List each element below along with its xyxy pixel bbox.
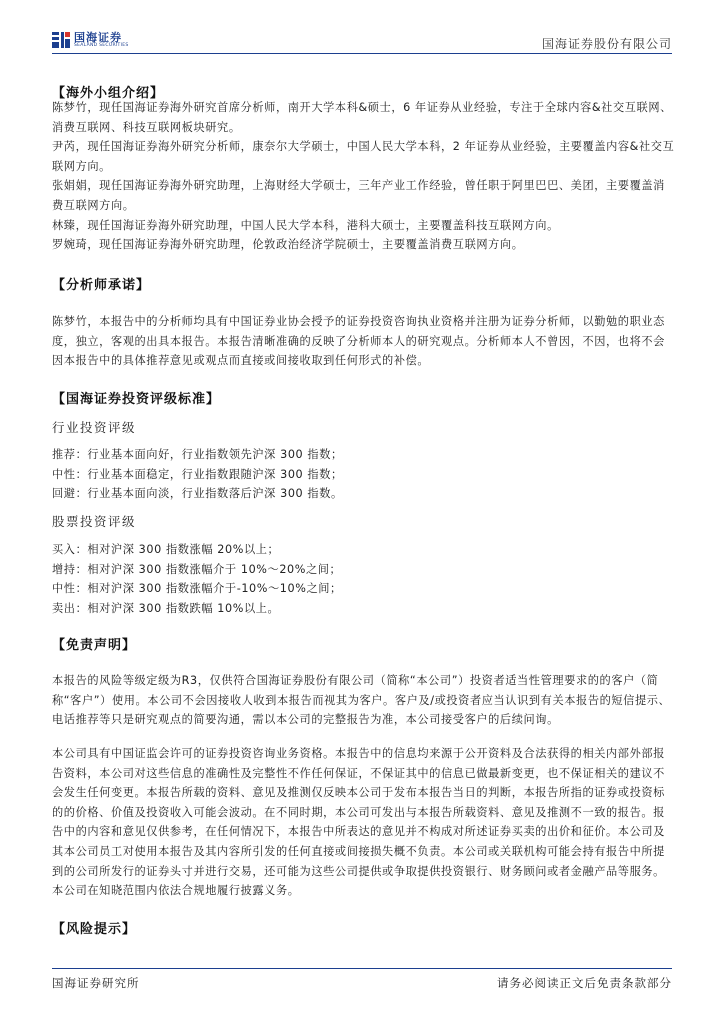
company-name: 国海证券股份有限公司 — [541, 37, 672, 51]
industry-rating-heading: 行业投资评级 — [52, 420, 137, 435]
stock-rating-list — [52, 540, 676, 618]
logo-mark-icon — [52, 31, 70, 49]
footer-institute: 国海证券研究所 — [52, 976, 140, 990]
industry-rating-list — [52, 445, 676, 504]
footer-notice: 请务必阅读正文后免责条款部分 — [497, 976, 672, 990]
footer-divider — [52, 968, 672, 969]
header-divider — [52, 53, 672, 54]
team-member-bio: 陈梦竹，现任国海证券海外研究首席分析师，南开大学本科&硕士，6 年证券从业经验，专注于全球内容&社交互联网、消费互联网、科技互联网板块研究。 — [52, 101, 672, 134]
stock-rating-item: 中性：相对沪深 300 指数涨幅介于-10%～10%之间； — [52, 582, 342, 596]
stock-rating-heading: 股票投资评级 — [52, 514, 137, 529]
industry-rating-item: 回避：行业基本面向淡，行业指数落后沪深 300 指数。 — [52, 487, 343, 501]
commitment-section-title: 【分析师承诺】 — [52, 278, 151, 293]
stock-rating-item: 买入：相对沪深 300 指数涨幅 20%以上； — [52, 543, 280, 556]
rating-section-title: 【国海证券投资评级标准】 — [52, 392, 221, 407]
team-members — [52, 98, 676, 255]
disclaimer-paragraph-1: 本报告的风险等级定级为R3，仅供符合国海证券股份有限公司（简称“本公司”）投资者适当性管理要求的的客户（简称“客户”）使用。本公司不会因接收人收到本报告而视其为客户。客户及/或投资者应当认识到有关本报告的短信提示、电话推荐等只是研究观点的简要沟通，需以本公司的完整报告为准，本公司接受客户的后续问询。 — [52, 674, 671, 727]
team-section-title: 【海外小组介绍】 — [52, 86, 165, 101]
disclaimer-section-title: 【免责声明】 — [52, 638, 137, 653]
team-member-bio: 尹芮，现任国海证券海外研究分析师，康奈尔大学硕士，中国人民大学本科，2 年证券从业经验，主要覆盖内容&社交互联网方向。 — [52, 140, 675, 173]
page-header — [0, 0, 724, 56]
team-member-bio: 林臻，现任国海证券海外研究助理，中国人民大学本科，港科大硕士，主要覆盖科技互联网方向。 — [52, 218, 559, 232]
stock-rating-item: 增持：相对沪深 300 指数涨幅介于 10%～20%之间； — [52, 562, 342, 576]
team-member-bio: 罗婉琦，现任国海证券海外研究助理，伦敦政治经济学院硕士，主要覆盖消费互联网方向。 — [52, 238, 524, 252]
team-member-bio: 张娟娟，现任国海证券海外研究助理，上海财经大学硕士，三年产业工作经验，曾任职于阿里巴巴、美团，主要覆盖消费互联网方向。 — [52, 179, 665, 212]
stock-rating-item: 卖出：相对沪深 300 指数跌幅 10%以上。 — [52, 601, 280, 615]
logo-text-en: SEALAND SECURITIES — [74, 42, 129, 48]
commitment-text: 陈梦竹，本报告中的分析师均具有中国证券业协会授予的证券投资咨询执业资格并注册为证券分析师，以勤勉的职业态度，独立，客观的出具本报告。本报告清晰准确的反映了分析师本人的研究观点。分析师本人不曾因，不因，也将不会因本报告中的具体推荐意见或观点而直接或间接收取到任何形式的补偿。 — [52, 315, 665, 368]
disclaimer-paragraph-2: 本公司具有中国证监会许可的证券投资咨询业务资格。本报告中的信息均来源于公开资料及合法获得的相关内部外部报告资料，本公司对这些信息的准确性及完整性不作任何保证，不保证其中的信息已做最新变更，也不保证相关的建议不会发生任何变更。本报告所载的资料、意见及推测仅反映本公司于发布本报告当日的判断，本报告所指的证券或投资标的的价格、价值及投资收入可能会波动。在不同时期，本公司可发出与本报告所载资料、意见及推测不一致的报告。报告中的内容和意见仅供参考，在任何情况下，本报告中所表达的意见并不构成对所述证券买卖的出价和征价。本公司及其本公司员工对使用本报告及其内容所引发的任何直接或间接损失概不负责。本公司或关联机构可能会持有报告中所提到的公司所发行的证券头寸并进行交易，还可能为这些公司提供或争取提供投资银行、财务顾问或者金融产品等服务。本公司在知晓范围内依法合规地履行披露义务。 — [52, 747, 665, 898]
industry-rating-item: 推荐：行业基本面向好，行业指数领先沪深 300 指数； — [52, 448, 343, 461]
industry-rating-item: 中性：行业基本面稳定，行业指数跟随沪深 300 指数； — [52, 467, 343, 481]
company-logo — [52, 31, 129, 49]
logo-text-cn: 国海证券 — [74, 30, 122, 44]
risk-section-title: 【风险提示】 — [52, 922, 137, 937]
